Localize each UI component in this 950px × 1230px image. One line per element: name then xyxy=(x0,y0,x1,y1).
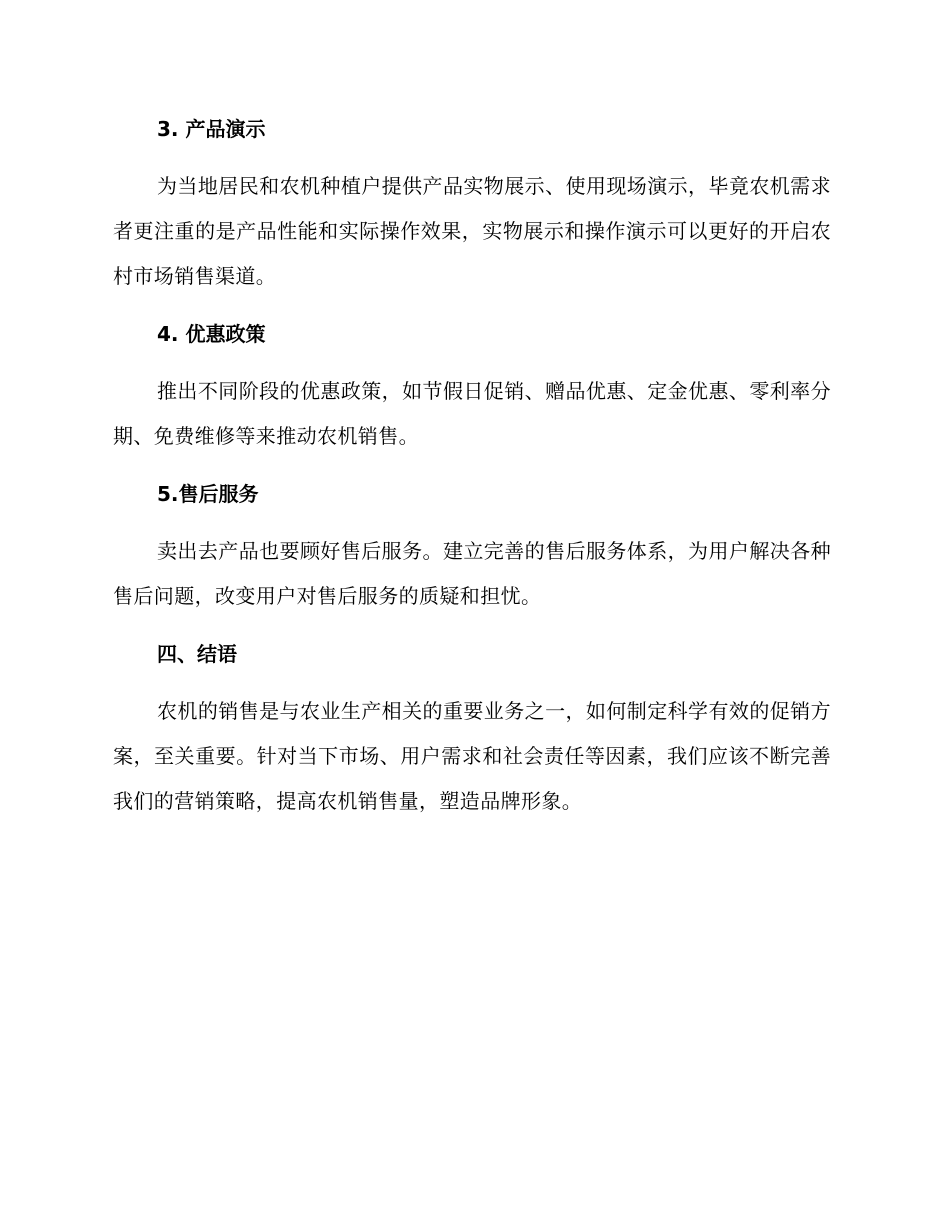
section-paragraph-after-sales: 卖出去产品也要顾好售后服务。建立完善的售后服务体系，为用户解决各种售后问题，改变用户对售后服务的质疑和担忧。 xyxy=(113,539,831,608)
section-paragraph-conclusion: 农机的销售是与农业生产相关的重要业务之一，如何制定科学有效的促销方案，至关重要。针对当下市场、用户需求和社会责任等因素，我们应该不断完善我们的营销策略，提高农机销售量，塑造品牌形象。 xyxy=(113,699,831,813)
section-heading-product-demo: 3. 产品演示 xyxy=(157,117,266,141)
section-paragraph-product-demo: 为当地居民和农机种植户提供产品实物展示、使用现场演示，毕竟农机需求者更注重的是产品性能和实际操作效果，实物展示和操作演示可以更好的开启农村市场销售渠道。 xyxy=(113,174,831,288)
section-heading-discount-policy: 4. 优惠政策 xyxy=(157,322,266,346)
section-heading-conclusion: 四、结语 xyxy=(157,642,237,666)
section-heading-after-sales: 5.售后服务 xyxy=(157,482,259,506)
section-paragraph-discount-policy: 推出不同阶段的优惠政策，如节假日促销、赠品优惠、定金优惠、零利率分期、免费维修等来推动农机销售。 xyxy=(113,379,831,448)
